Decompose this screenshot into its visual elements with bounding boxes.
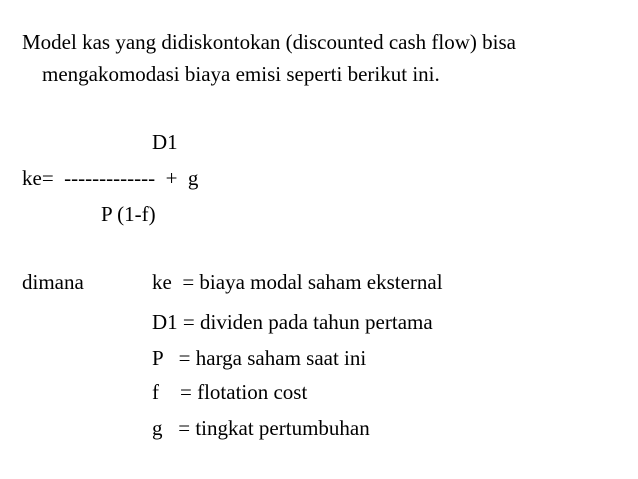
definition-d1: D1 = dividen pada tahun pertama bbox=[152, 310, 433, 334]
formula-equation: ke= ------------- + g bbox=[22, 166, 199, 190]
intro-line-2: mengakomodasi biaya emisi seperti berikut ini. bbox=[42, 62, 440, 86]
definition-g: g = tingkat pertumbuhan bbox=[152, 416, 370, 440]
formula-numerator: D1 bbox=[152, 130, 178, 154]
formula-denominator: P (1-f) bbox=[101, 202, 156, 226]
definition-p: P = harga saham saat ini bbox=[152, 346, 367, 370]
definition-f: f = flotation cost bbox=[152, 380, 308, 404]
definitions-label: dimana bbox=[22, 270, 84, 294]
definition-ke: ke = biaya modal saham eksternal bbox=[152, 270, 443, 294]
intro-line-1: Model kas yang didiskontokan (discounted cash flow) bisa bbox=[22, 30, 516, 54]
